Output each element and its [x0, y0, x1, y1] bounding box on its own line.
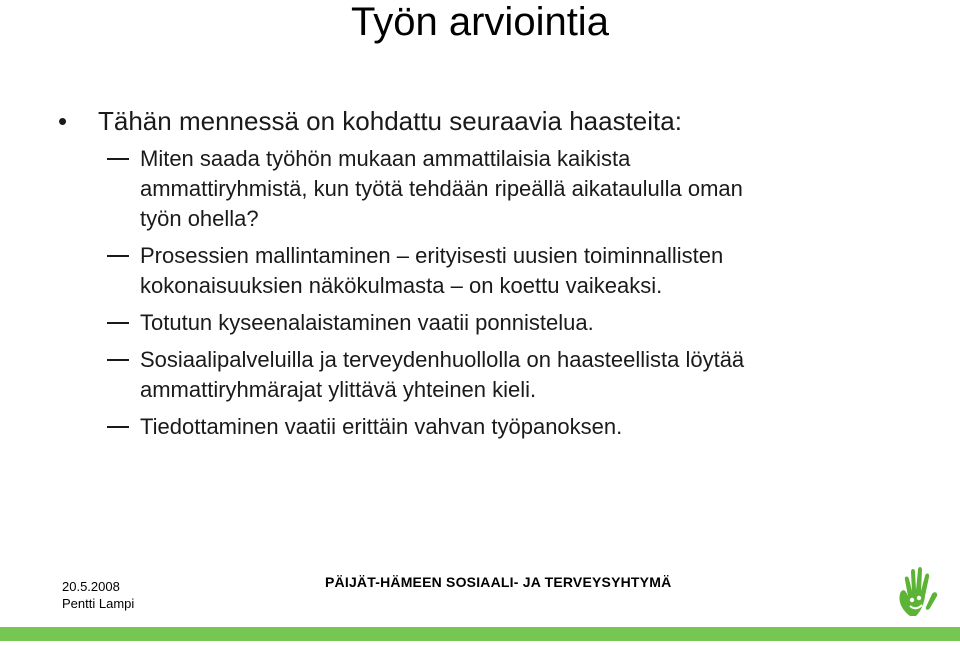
sub-item-3-line-1: Totutun kyseenalaistaminen vaatii ponnistelua.: [140, 310, 594, 335]
sub-item-5-line-1: Tiedottaminen vaatii erittäin vahvan työpanoksen.: [140, 414, 623, 439]
green-hand-icon: [888, 558, 948, 618]
dash-marker: [107, 359, 129, 361]
sub-item-2: [107, 241, 907, 301]
slide-title: Työn arviointia: [351, 0, 609, 44]
sub-item-1-line-2: ammattiryhmistä, kun työtä tehdään ripeällä aikataululla oman: [140, 176, 743, 201]
footer-date-author: [62, 578, 134, 612]
bullet-marker: •: [58, 106, 68, 136]
sub-item-5: [107, 412, 907, 442]
sub-item-4-line-2: ammattiryhmärajat ylittävä yhteinen kieli.: [140, 377, 537, 402]
sub-item-1-line-3: työn ohella?: [140, 206, 259, 231]
sub-item-1-line-1: Miten saada työhön mukaan ammattilaisia kaikista: [140, 146, 631, 171]
sub-item-4-line-1: Sosiaalipalveluilla ja terveydenhuollolla on haasteellista löytää: [140, 347, 745, 372]
sub-item-2-line-2: kokonaisuuksien näkökulmasta – on koettu vaikeaksi.: [140, 273, 663, 298]
sub-bullet-list: [107, 144, 907, 449]
footer-author: Pentti Lampi: [62, 596, 135, 611]
sub-item-4: [107, 345, 907, 405]
footer-green-bar: [0, 627, 960, 641]
bullet-text: Tähän mennessä on kohdattu seuraavia haasteita:: [98, 106, 682, 136]
dash-marker: [107, 158, 129, 160]
sub-item-2-line-1: Prosessien mallintaminen – erityisesti uusien toiminnallisten: [140, 243, 724, 268]
sub-item-3: [107, 308, 907, 338]
footer-organization: PÄIJÄT-HÄMEEN SOSIAALI- JA TERVEYSYHTYMÄ: [325, 574, 672, 590]
dash-marker: [107, 255, 129, 257]
sub-item-1: [107, 144, 907, 234]
footer-date: 20.5.2008: [62, 579, 120, 594]
dash-marker: [107, 322, 129, 324]
dash-marker: [107, 426, 129, 428]
